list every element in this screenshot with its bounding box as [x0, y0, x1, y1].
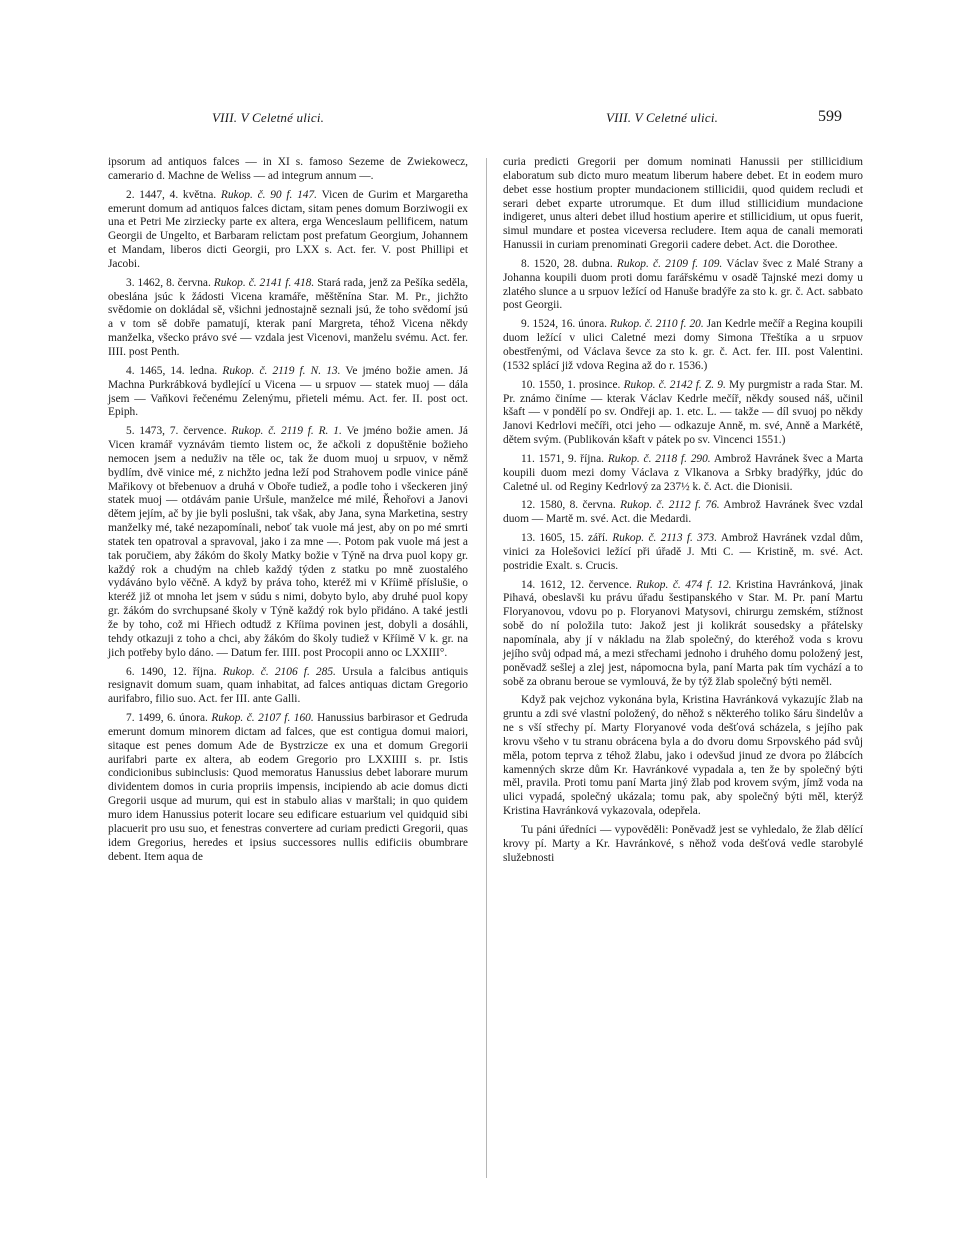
entry-number-date: 2. 1447, 4. května.	[126, 188, 217, 201]
paragraph	[503, 579, 863, 690]
paragraph	[108, 365, 468, 420]
paragraph	[108, 189, 468, 272]
paragraph	[503, 379, 863, 448]
manuscript-reference: Rukop. č. 474 f. 12.	[636, 578, 732, 591]
paragraph	[503, 156, 863, 253]
paragraph-text: Ambrož Havránek švec a Marta koupili duom mezi domy Václava z Vlkanova a Srbky bradýřky, jdúc do Caletné ul. od Reginy Kedrlový za 237½ k. č. Act. die Dionisii.	[503, 452, 864, 493]
paragraph	[503, 318, 863, 373]
manuscript-reference: Rukop. č. 2107 f. 160.	[211, 712, 314, 725]
manuscript-reference: Rukop. č. 2119 f. N. 13.	[222, 364, 341, 377]
paragraph	[108, 156, 468, 184]
paragraph	[503, 694, 863, 819]
paragraph-text: Václav švec z Malé Strany a Johanna koupili duom proti domu farářskému v osadě Tajnské mezi domy u zlatého slunce a u srpuov ležící od Hanuše bradýře za sto k. gr. č. Act. sabbato post Georgii.	[503, 257, 863, 312]
paragraph	[503, 453, 863, 495]
paragraph-text: Kristina Havránková, jinak Pihavá, obeslavši ku právu úřadu šestipanského v Star. M. Pr. paní Martu Floryanovou, vdovu po p. Floryanovi Matysovi, chirurgu zemském, stížnost sobě do ní položila tuto: Jakož jest ji kolikrát sousedsky a přátelsky napomínala, aby jí v nákladu na žlab společný, do kteréhož voda s krovu jejího svůj odpad má, a mezi střechami jednoho i druhého domu položený jest, poněvadž sešlej a zlej jest, nápomocna byla, paní Marta pak tím vychází a to sobě za obranu beroue se vymlouvá, že by týž žlab společný býti neměl.	[503, 578, 863, 688]
paragraph	[503, 258, 863, 313]
paragraph-text: ipsorum ad antiquos falces — in XI s. famoso Sezeme de Zwiekowecz, camerario d. Machne de Weliss — ad integrum annum —.	[108, 156, 468, 182]
entry-number-date: 10. 1550, 1. prosince.	[521, 378, 621, 391]
entry-number-date: 7. 1499, 6. února.	[126, 712, 208, 725]
manuscript-reference: Rukop. č. 2106 f. 285.	[222, 665, 336, 678]
paragraph-text: Vicen de Gurim et Margaretha emerunt domum ad antiquos falces dictam, sitam penes domum Borziwogii ex una et Petri Me zirziecky parte ex altera, erga Wenceslaum pellificem, natum Georgii de Ungelto, et Barbaram relictam post prefatum Georgium, Johannem et Mandam, liberos dicti Georgii, pro LXX s. Act. fer. V. post Phillipi et Jacobi.	[108, 188, 469, 270]
manuscript-reference: Rukop. č. 2118 f. 290.	[607, 452, 711, 465]
entry-number-date: 13. 1605, 15. září.	[521, 532, 608, 545]
entry-number-date: 9. 1524, 16. února.	[521, 318, 607, 331]
column-divider	[486, 158, 487, 1178]
manuscript-reference: Rukop. č. 2109 f. 109.	[616, 257, 723, 270]
paragraph-text: My purgmistr a rada Star. M. Pr. známo činíme — kterak Václav Kedrle mečíř, někdy soused náš, učinil kšaft — v pondělí po sv. Ondřeji ap. 1. etc. L. — takže — díl svuoj po někdy Janovi Kedrlovi mečíři, otci jeho — odkazuje Anně, m. své, Anně a Markétě, dětem svým. (Publikován kšaft v pátek po sv. Vincenci 1551.)	[503, 378, 863, 447]
paragraph	[503, 499, 863, 527]
manuscript-reference: Rukop. č. 2113 f. 373.	[612, 532, 718, 545]
paragraph	[503, 532, 863, 574]
entry-number-date: 3. 1462, 8. června.	[126, 276, 211, 289]
running-title-left: VIII. V Celetné ulici.	[212, 110, 325, 125]
paragraph-text: Stará rada, jenž za Pešíka seděla, obeslána jsúc k žádosti Vicena kramáře, měštěnína Star. M. Pr., jichžto svědomie on dokládal sě, všichni jednostajně seznali jsú, že toho svědomí jsú a v tom sě dobře pamatují, kterak paní Margreta, téhož Vicena někdy manželka, všecko právo své — vzdala jest Vicenovi, manželu svému. Act. fer. IIII. post Penth.	[108, 276, 468, 358]
running-title-right: VIII. V Celetné ulici.	[606, 110, 719, 125]
page-number: 599	[818, 108, 842, 125]
entry-number-date: 6. 1490, 12. října.	[126, 665, 217, 678]
manuscript-reference: Rukop. č. 90 f. 147.	[220, 188, 318, 201]
paragraph-text: Hanussius barbirasor et Gedruda emerunt domum minorem dictam ad falces, que est contigua domui maiori, sitaque est penes domum Ade de Bystrzicze ex una et domum Gregorii aurifabri parte ex altera, ab eodem Gregorio pro LXXIIII s. pr. Istis condicionibus subinclusis: Quod memoratus Hanussius debet laborare murum dividentem domos in curia propriis impensis, incipiendo ab acie domus dicti Gregorii usque ad murum, qui est in stabulo alias v marštali; in quo quidem muro idem Hanussius poterit locare seu edificare estuarium vel quidquid sibi placuerit pro usu suo, et fenestras convertere ad curiam predicti Gregorii, quas idem Gregorius, heredes et ipsius successores nullis edificiis obumbrare debent. Item aqua de	[108, 712, 468, 863]
paragraph	[503, 824, 863, 866]
entry-number-date: 14. 1612, 12. července.	[521, 578, 632, 591]
right-column	[503, 156, 863, 871]
paragraph-text: Ambrož Havránek vzdal dům, vinici za Holešovici ležící při úřadě J. Mti C. — Kristině, m. své. Act. postridie Exalt. s. Crucis.	[503, 532, 864, 572]
paragraph-text: Ambrož Havránek švec vzdal duom — Martě m. své. Act. die Medardi.	[503, 499, 864, 526]
paragraph-text: Ursula a falcibus antiquis resignavit domum suam, quam inhabitat, ad falces antiquas dictam Gregorio aurifabro, filio suo. Act. fer III. ante Galli.	[108, 665, 469, 706]
paragraph-text: Když pak vejchoz vykonána byla, Kristina Havránková vykazujíc žlab na gruntu a zdi své vlastní položený, do něhož s některého toliko šáru šindelův a ne s vší střechy pí. Marty Floryanové voda dešťová scházela, s jejího pak krovu všeho v tu stranu obrácena byla a do dvoru domu Srpovského pád svůj měla, potom teprva z téhož žlabu, jako i odevšud jinud ze dvora po žlábcích kamenných skrze dům Kr. Havránkové vypadala a, ten že by společný býti měl, pravila. Proti tomu paní Marta jiný žlab pod krovem svým, jímž voda na ulici vypadá, společný ukázala; tomu pak, aby společný býti měl, kterýž Kristina Havránková vykazovala, odepřela.	[503, 694, 863, 818]
paragraph-text: Ve jméno božie amen. Já Machna Purkrábková bydlející u Vicena — u srpuov — statek muoj — dála jsem — Vaňkovi řečenému Zelenýmu, přieteli mému. Act. fer. II. post oct. Epiph.	[108, 364, 468, 419]
paragraph	[108, 666, 468, 708]
manuscript-reference: Rukop. č. 2141 f. 418.	[213, 276, 315, 289]
manuscript-reference: Rukop. č. 2142 f. Z. 9.	[623, 378, 726, 391]
entry-number-date: 11. 1571, 9. října.	[521, 452, 605, 465]
paragraph	[108, 425, 468, 660]
paragraph	[108, 712, 468, 864]
manuscript-reference: Rukop. č. 2112 f. 76.	[620, 499, 720, 512]
manuscript-reference: Rukop. č. 2119 f. R. 1.	[231, 425, 342, 438]
entry-number-date: 5. 1473, 7. července.	[126, 425, 227, 438]
paragraph-text: curia predicti Gregorii per domum nominati Hanussii per stillicidium elaboratum sub dicto muro meatum liberum habere debet. Et in eodem muro debet esse hostium propter mundacionem stillicidii, quod quidem recludi et serari debet exparte utrorumque. Et dum illud stillicidium mundacione indigeret, unus alteri debet illud hostium aperire et stillicidium, ut opus fuerit, simul mundare et postea viceversa recludere. Item aqua de canali memorati Hanussii in curiam prenominati Gregorii cadere debet. Act. die Dorothee.	[503, 156, 863, 252]
paragraph-text: Ve jméno božie amen. Já Vicen kramář vyznávám tiemto listem oc, že ačkoli z dopuštěnie božieho nemocen jsem a neduživ na těle oc, tak že duom muoj u srpuov, v němž bydlím, dvě vinice mé, z nichžto jedna leží pod Strahovem podle vinice páně Mařikovy ot břebenuov a druhá v Oboře tudiež, a podle toho i všeckeren jiný statek muoj — otdávám panie Uršule, manželce mé milé, Řehořovi a Janovi dětem jejím, ač by jie byli poslušni, tak však, aby Jana, syna Marketina, sestry manželky mé, také nezapomínali, neboť tak vuole má jest, aby on po mé smrti statek ten opatroval a spravoval, jako i za mne —. Potom pak vuole má jest a tak poručiem, aby žákóm do školy Matky božie v Týně na drva puol kopy gr. každý rok a chudým na chleb každý týden z statku po mně zuostalého vydáváno bylo věčně. A když by práva toho, kteréž mi v Kříimě příslušie, o kteréž již ot mnoha let jsem v súdu s nimi, dobyto bylo, aby druhé puol kopy gr. žákóm do svrchupsané školy v Týně každý rok bylo přidáno. A také jestli že by toho, což mi Hřiech odtudž z Kříima povinen jest, dobyli a dosáhli, tehdy otkazuji z toho a chci, aby žákóm do školy tudiež v Kříimě V k. gr. na jich potřeby bylo dáno. — Datum fer. IIII. post Procopii anno oc LXXIII°.	[108, 425, 468, 659]
paragraph	[108, 277, 468, 360]
running-header	[0, 108, 960, 132]
entry-number-date: 4. 1465, 14. ledna.	[126, 364, 218, 377]
entry-number-date: 12. 1580, 8. června.	[521, 499, 616, 512]
paragraph-text: Tu páni úředníci — vypověděli: Poněvadž jest se vyhledalo, že žlab dělící krovy pí. Marty a Kr. Havránkové, s něhož voda dešťová vedle starobylé služebnosti	[503, 823, 863, 864]
left-column	[108, 156, 468, 869]
paragraph-text: Jan Kedrle mečíř a Regina koupili duom ležící v ulici Caletné mezi domy Simona Třeštíka a u srpuov obestřenými, od Václava ševce za sto k. gr. č. Act. fer. III. post Valentini. (1532 splácí již vdova Regina až do r. 1536.)	[503, 318, 863, 372]
manuscript-reference: Rukop. č. 2110 f. 20.	[609, 318, 704, 331]
entry-number-date: 8. 1520, 28. dubna.	[521, 257, 613, 270]
